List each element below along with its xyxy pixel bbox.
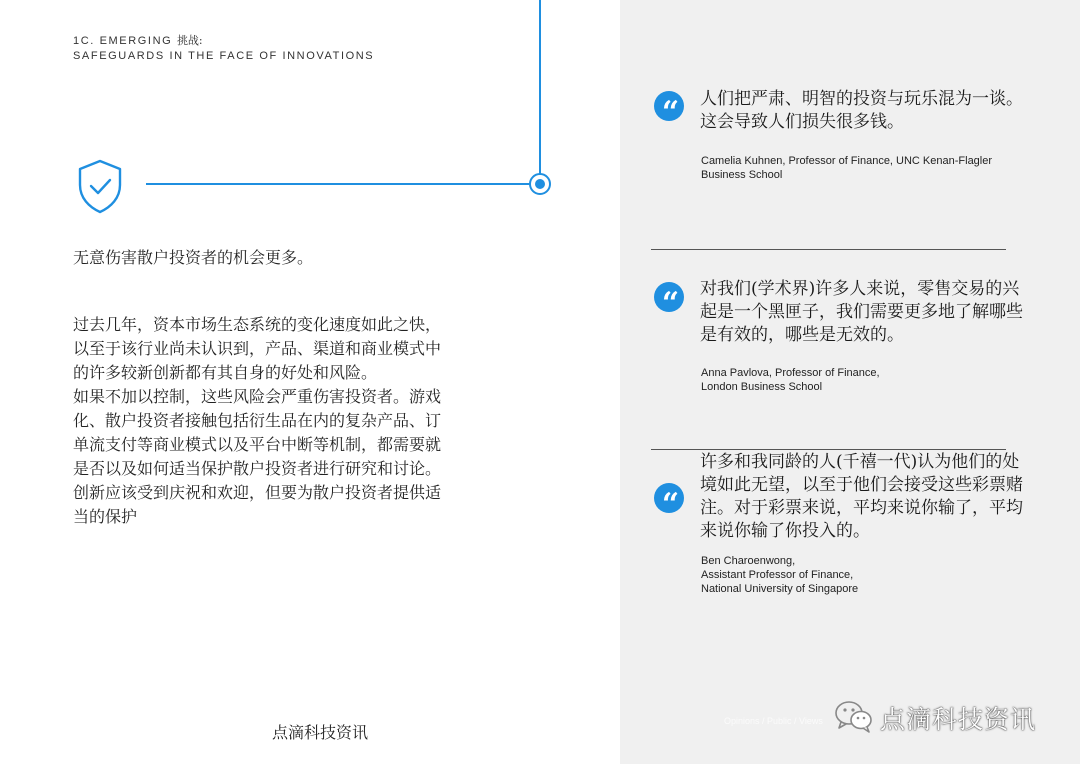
quote-text-1: 人们把严肃、明智的投资与玩乐混为一谈。这会导致人们损失很多钱。 [700, 89, 1023, 132]
watermark-text: 点滴科技资讯 [880, 705, 1037, 734]
watermark [834, 697, 1054, 737]
section-heading-line1 [73, 33, 374, 49]
body-text [73, 313, 453, 529]
body-paragraph-1: 过去几年，资本市场生态系统的变化速度如此之快，以至于该行业尚未认识到，产品、渠道和商业模式中的许多较新创新都有其自身的好处和风险。 [73, 315, 442, 382]
section-heading [73, 33, 374, 64]
attribution-line: Camelia Kuhnen, Professor of Finance, UNC Kenan-Flagler [701, 155, 993, 167]
timeline-horizontal-line [146, 183, 531, 185]
lead-sentence: 无意伤害散户投资者的机会更多。 [73, 248, 314, 267]
wechat-logo-icon [834, 699, 874, 733]
attribution-line: Ben Charoenwong, [701, 555, 796, 567]
quote-icon: “ [654, 483, 684, 513]
quote-icon: “ [654, 91, 684, 121]
quote-icon: “ [654, 282, 684, 312]
attribution-line: National University of Singapore [701, 583, 859, 595]
section-heading-cn: 挑战: [176, 34, 203, 47]
attribution-line: Assistant Professor of Finance, [701, 569, 854, 581]
attribution-line: Anna Pavlova, Professor of Finance, [701, 367, 880, 379]
quote-text-3: 许多和我同龄的人(千禧一代)认为他们的处境如此无望，以至于他们会接受这些彩票赌注。对于彩票来说，平均来说你输了，平均来说你输了你投入的。 [700, 452, 1023, 541]
attribution-line: Business School [701, 169, 783, 181]
quote-text-2: 对我们(学术界)许多人来说，零售交易的兴起是一个黑匣子，我们需要更多地了解哪些是有效的，哪些是无效的。 [700, 279, 1023, 345]
section-heading-en: 1C. EMERGING [73, 35, 177, 47]
quote-divider [651, 249, 1006, 250]
timeline-vertical-line [539, 0, 541, 176]
quote-attribution-1 [701, 154, 992, 182]
quote-divider [651, 449, 1006, 450]
timeline-node [529, 173, 551, 195]
attribution-line: London Business School [701, 381, 823, 393]
body-paragraph-2: 如果不加以控制，这些风险会严重伤害投资者。游戏化、散户投资者接触包括衍生品在内的复杂产品、订单流支付等商业模式以及平台中断等机制，都需要就是否以及如何适当保护散户投资者进行研究和讨论。创新应该受到庆祝和欢迎，但要为散户投资者提供适当的保护 [73, 387, 442, 526]
footer-brand: 点滴科技资讯 [272, 723, 369, 742]
shield-check-icon [76, 158, 124, 214]
quote-attribution-3 [701, 554, 858, 596]
faint-overlay-text: Opinions / Public / Views [724, 716, 823, 726]
section-heading-line2: SAFEGUARDS IN THE FACE OF INNOVATIONS [73, 50, 375, 62]
quote-attribution-2 [701, 366, 880, 394]
